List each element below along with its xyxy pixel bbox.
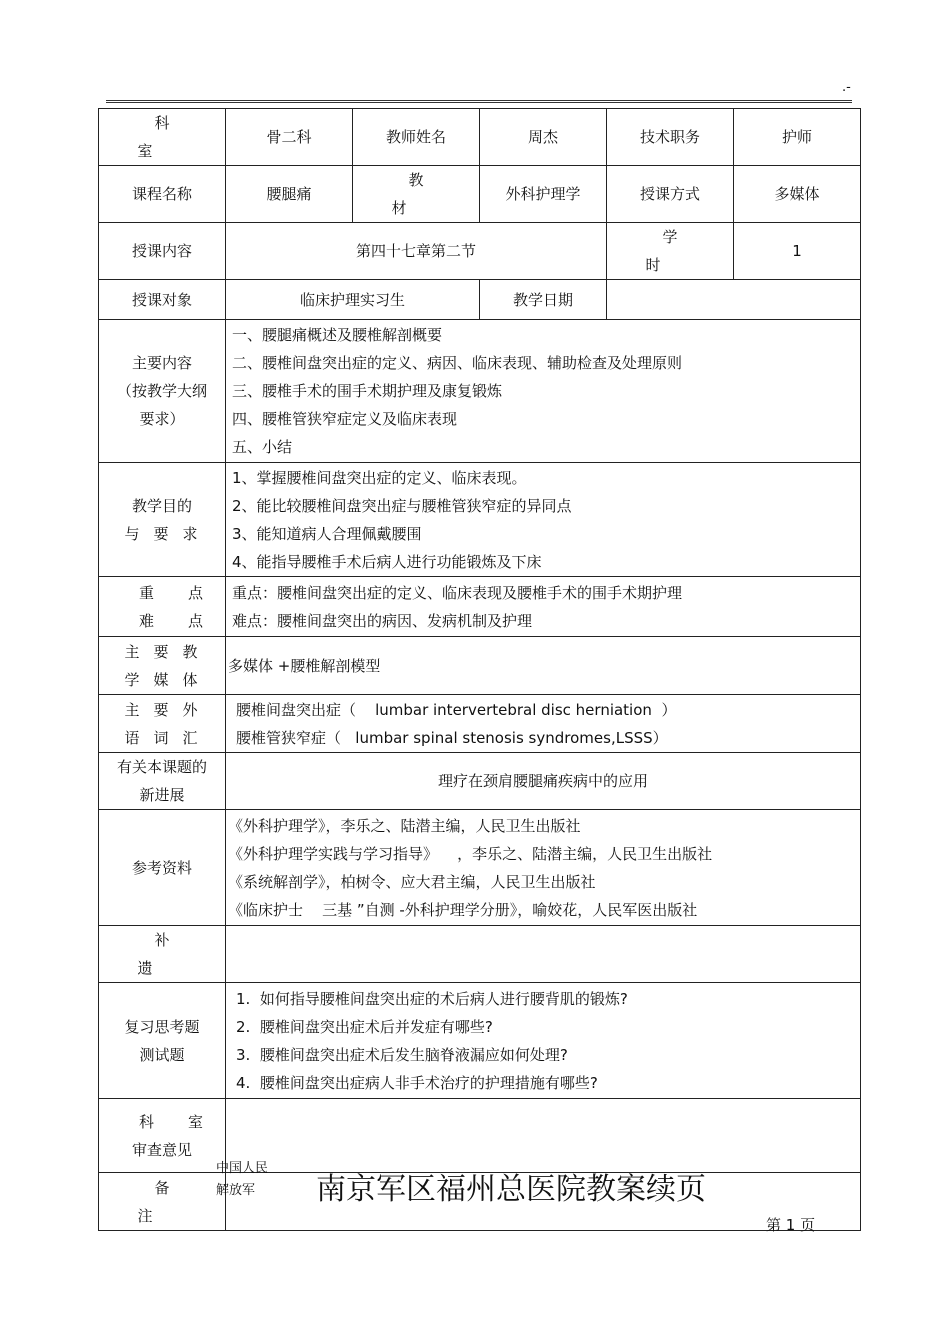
list-item: 五、小结 xyxy=(232,438,293,456)
vocab-list xyxy=(226,695,861,753)
corner-mark: .- xyxy=(842,80,851,95)
target-label: 授课对象 xyxy=(99,280,226,320)
media-value: 多媒体 +腰椎解剖模型 xyxy=(226,637,861,695)
lesson-plan-table xyxy=(98,108,861,1231)
references-list xyxy=(226,810,861,926)
course-label: 课程名称 xyxy=(99,166,226,223)
media-label: 主要教 学媒体 xyxy=(99,637,226,695)
row-review xyxy=(99,983,861,1099)
objectives-list xyxy=(226,463,861,577)
content-label: 授课内容 xyxy=(99,223,226,280)
dept-label: 科室 xyxy=(99,109,226,166)
list-item: 1、掌握腰椎间盘突出症的定义、临床表现。 xyxy=(232,468,527,487)
list-item: 腰椎间盘突出症（ lumbar intervertebral disc herniation ） xyxy=(236,700,677,719)
row-vocab xyxy=(99,695,861,753)
list-item: 四、腰椎管狭窄症定义及临床表现 xyxy=(232,410,458,428)
row-dept-review xyxy=(99,1099,861,1173)
dept-review-value xyxy=(226,1099,861,1173)
progress-value: 理疗在颈肩腰腿痛疾病中的应用 xyxy=(226,753,861,810)
row-main-content xyxy=(99,320,861,463)
textbook-label: 教材 xyxy=(353,166,480,223)
hours-label: 学时 xyxy=(607,223,734,280)
target-value: 临床护理实习生 xyxy=(226,280,480,320)
teacher-value: 周杰 xyxy=(480,109,607,166)
list-item: 3、能知道病人合理佩戴腰围 xyxy=(232,524,422,543)
hours-value: 1 xyxy=(734,223,861,280)
method-label: 授课方式 xyxy=(607,166,734,223)
row-objectives xyxy=(99,463,861,577)
title-value: 护师 xyxy=(734,109,861,166)
textbook-value: 外科护理学 xyxy=(480,166,607,223)
list-item: 4. 腰椎间盘突出症病人非手术治疗的护理措施有哪些? xyxy=(236,1073,598,1092)
list-item: 《外科护理学》，李乐之、陆潜主编，人民卫生出版社 xyxy=(228,816,581,835)
progress-label: 有关本课题的 新进展 xyxy=(99,753,226,810)
page-number: 第 1 页 xyxy=(766,1216,816,1234)
key-points-list xyxy=(226,577,861,637)
teacher-label: 教师姓名 xyxy=(353,109,480,166)
list-item: 二、腰椎间盘突出症的定义、病因、临床表现、辅助检查及处理原则 xyxy=(232,354,683,372)
list-item: 重点：腰椎间盘突出症的定义、临床表现及腰椎手术的围手术期护理 xyxy=(232,583,683,602)
row-references xyxy=(99,810,861,926)
row-dept xyxy=(99,109,861,166)
date-label: 教学日期 xyxy=(480,280,607,320)
supplement-label: 补遗 xyxy=(99,926,226,983)
row-target xyxy=(99,280,861,320)
objectives-label: 教学目的 与要求 xyxy=(99,463,226,577)
vocab-label: 主要外 语词汇 xyxy=(99,695,226,753)
title-label: 技术职务 xyxy=(607,109,734,166)
list-item: 三、腰椎手术的围手术期护理及康复锻炼 xyxy=(232,382,503,400)
row-media xyxy=(99,637,861,695)
main-content-label: 主要内容 （按教学大纲 要求） xyxy=(99,320,226,463)
review-label: 复习思考题 测试题 xyxy=(99,983,226,1099)
list-item: 《系统解剖学》，柏树令、应大君主编，人民卫生出版社 xyxy=(228,872,596,891)
row-course xyxy=(99,166,861,223)
footer-org: 中国人民 解放军 xyxy=(216,1161,269,1198)
list-item: 《临床护士 三基 ”自测 -外科护理学分册》，喻姣花，人民军医出版社 xyxy=(228,900,698,919)
row-supplement xyxy=(99,926,861,983)
dept-value: 骨二科 xyxy=(226,109,353,166)
main-content-list xyxy=(226,320,861,463)
list-item: 2、能比较腰椎间盘突出症与腰椎管狭窄症的异同点 xyxy=(232,496,572,515)
list-item: 1. 如何指导腰椎间盘突出症的术后病人进行腰背肌的锻炼? xyxy=(236,989,628,1008)
references-label: 参考资料 xyxy=(99,810,226,926)
dept-review-label: 科室 审查意见 xyxy=(99,1099,226,1173)
list-item: 腰椎管狭窄症（ lumbar spinal stenosis syndromes,LSSS） xyxy=(236,728,668,747)
list-item: 一、腰腿痛概述及腰椎解剖概要 xyxy=(232,326,443,344)
list-item: 3. 腰椎间盘突出症术后发生脑脊液漏应如何处理? xyxy=(236,1045,568,1064)
method-value: 多媒体 xyxy=(734,166,861,223)
list-item: 2. 腰椎间盘突出症术后并发症有哪些? xyxy=(236,1017,493,1036)
content-value: 第四十七章第二节 xyxy=(226,223,607,280)
supplement-value xyxy=(226,926,861,983)
row-content xyxy=(99,223,861,280)
date-value xyxy=(607,280,861,320)
top-rule xyxy=(106,100,852,103)
course-value: 腰腿痛 xyxy=(226,166,353,223)
footer-title: 南京军区福州总医院教案续页 xyxy=(316,1172,706,1207)
row-key-points xyxy=(99,577,861,637)
remarks-label: 备注 xyxy=(99,1173,226,1231)
list-item: 《外科护理学实践与学习指导》 ，李乐之、陆潜主编，人民卫生出版社 xyxy=(228,844,713,863)
row-progress xyxy=(99,753,861,810)
key-points-label: 重点 难点 xyxy=(99,577,226,637)
review-list xyxy=(226,983,861,1099)
list-item: 4、能指导腰椎手术后病人进行功能锻炼及下床 xyxy=(232,552,542,571)
list-item: 难点：腰椎间盘突出的病因、发病机制及护理 xyxy=(232,611,533,630)
